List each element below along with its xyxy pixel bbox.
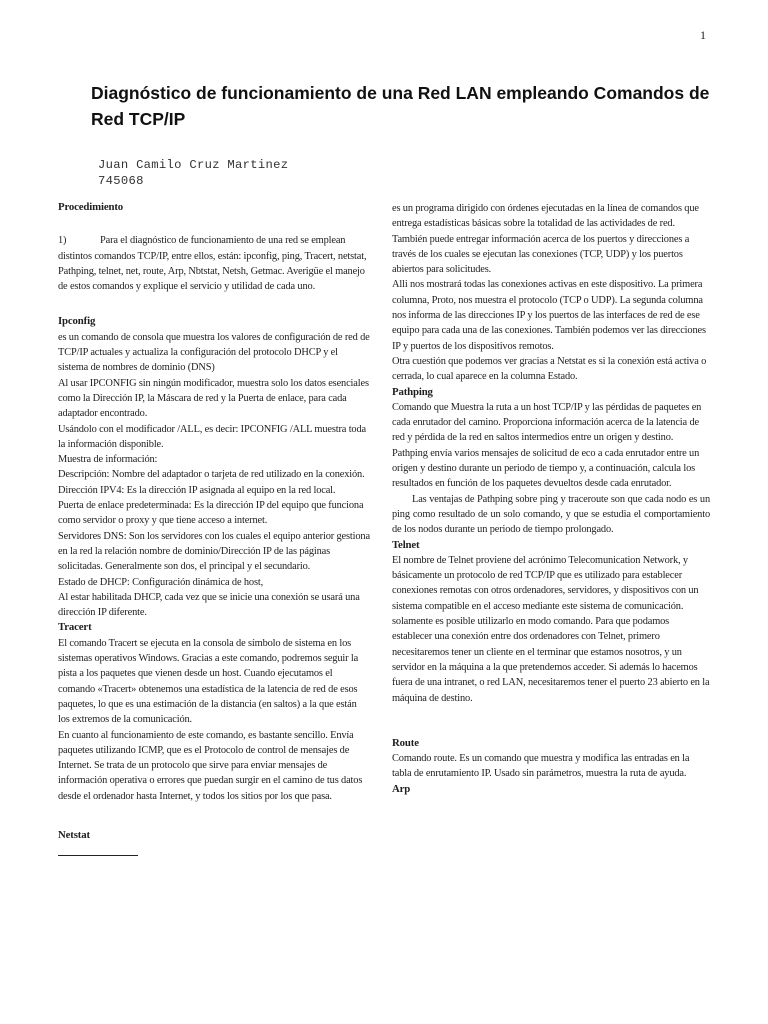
author-block <box>98 157 288 189</box>
pathping-paragraph-2: Las ventajas de Pathping sobre ping y traceroute son que cada nodo es un ping como resultado de un solo comando, y que se estudia el comportamiento de los nodos durante un periodo de tiempo prolongado. <box>392 493 710 536</box>
netstat-paragraph-2: Alli nos mostrará todas las conexiones activas en este dispositivo. La primera columna, Proto, nos muestra el protocolo (TCP o UDP). La segunda columna nos informa de las direcciones IP y los puertos de las interfaces de red de ese equipo para cada una de las conexiones. También podemos ver las direcciones IP y puertos de los dispositivos remotos. <box>392 279 706 352</box>
procedimiento-heading: Procedimiento <box>58 201 124 213</box>
item-1 <box>58 233 370 294</box>
ipconfig-paragraph-10: Al estar habilitada DHCP, cada vez que se inicie una conexión se usará una dirección IP diferente. <box>58 591 360 619</box>
telnet-heading: Telnet <box>392 538 420 551</box>
item-1-number: 1) <box>58 235 67 247</box>
ipconfig-paragraph-6: Dirección IPV4: Es la dirección IP asignada al equipo en la red local. <box>58 484 336 496</box>
netstat-heading: Netstat <box>58 828 90 841</box>
telnet-paragraph-1: El nombre de Telnet proviene del acrónimo Telecomunication Network, y básicamente un protocolo de red TCP/IP que es utilizado para establecer conexiones remotas con otros ordenadores, servidores, y dispositivos con un sistema compatible en el acceso mediante este sistema de comunicación. <box>392 554 699 612</box>
right-column <box>392 201 710 797</box>
tracert-heading: Tracert <box>58 621 92 634</box>
ipconfig-paragraph-9: Estado de DHCP: Configuración dinámica de host, <box>58 576 264 588</box>
route-paragraph-1: Comando route. Es un comando que muestra y modifica las entradas en la tabla de enrutamiento IP. Usado sin parámetros, muestra la ruta de ayuda. <box>392 753 690 780</box>
ipconfig-paragraph-7: Puerta de enlace predeterminada: Es la dirección IP del equipo que funciona como servidor o proxy y que tiene acceso a internet. <box>58 500 364 527</box>
ipconfig-paragraph-2: Al usar IPCONFIG sin ningún modificador, muestra solo los datos esenciales como la Dirección IP, la Máscara de red y la Puerta de enlace, para cada adaptador encontrado. <box>58 377 369 420</box>
author-id: 745068 <box>98 174 144 188</box>
pathping-paragraph-1: Comando que Muestra la ruta a un host TCP/IP y las pérdidas de paquetes en cada enrutador del camino. Proporciona información acerca de la latencia de red y pérdida de la red en saltos intermedios entre un origen y destino. Pathping envía varios mensajes de solicitud de eco a cada enrutador entre un origen y destino durante un periodo de tiempo y, a continuación, calcula los resultados en función de los paquetes devueltos desde cada enrutador. <box>392 401 702 490</box>
ipconfig-paragraph-5: Descripción: Nombre del adaptador o tarjeta de red utilizado en la conexión. <box>58 469 365 481</box>
ipconfig-paragraph-3: Usándolo con el modificador /ALL, es decir: IPCONFIG /ALL muestra toda la información disponible. <box>58 423 366 450</box>
page-number: 1 <box>700 28 706 42</box>
netstat-paragraph-3: Otra cuestión que podemos ver gracias a Netstat es si la conexión está activa o cerrada, lo cual aparece en la columna Estado. <box>392 355 707 383</box>
ipconfig-paragraph-4: Muestra de información: <box>58 454 158 466</box>
route-heading: Route <box>392 736 419 749</box>
tracert-paragraph-2: En cuanto al funcionamiento de este comando, es bastante sencillo. Envía paquetes utilizando ICMP, que es el Protocolo de control de mensajes de Internet. Se trata de un protocolo que sirve para enviar mensajes de información operativa o errores que puedan surgir en el camino de tus datos desde el ordenador hasta Internet, y todos los sitios por los que pasa. <box>58 729 363 802</box>
left-column <box>58 200 370 856</box>
telnet-paragraph-2: solamente es posible utilizarlo en modo comando. Para que podamos establecer una conexión entre dos ordenadores con Telnet, primero necesitaremos tener un cliente en el terminar que estamos nosotros, y un servidor en la máquina a la que pretendemos acceder. Si además lo hacemos fuera de una intranet, o red LAN, necesitaremos tener el puerto 23 abierto en la máquina de destino. <box>392 616 710 704</box>
author-name: Juan Camilo Cruz Martinez <box>98 158 289 172</box>
ipconfig-paragraph-8: Servidores DNS: Son los servidores con los cuales el equipo anterior gestiona en la red la relación nombre de dominio/Dirección IP de las páginas solicitadas. Generalmente son dos, el principal y el secundario. <box>58 530 370 573</box>
netstat-paragraph-1: es un programa dirigido con órdenes ejecutadas en la línea de comandos que entrega estadísticas básicas sobre la totalidad de las actividades de red. También puede entregar información acerca de los puertos y direcciones a través de los cuales se ejecutan las conexiones (TCP, UDP) y los puertos abiertos para solicitudes. <box>392 203 699 276</box>
pathping-heading: Pathping <box>392 385 433 398</box>
tracert-paragraph-1: El comando Tracert se ejecuta en la consola de símbolo de sistema en los sistemas operativos Windows. Gracias a este comando, podremos seguir la pista a los paquetes que vienen desde un host. Cuando ejecutamos el comando «Tracert» obtenemos una estadística de la latencia de red de esos paquetes, lo que es una estimación de la distancia (en saltos) a la que están los extremos de la comunicación. <box>58 637 359 726</box>
document-title: Diagnóstico de funcionamiento de una Red LAN empleando Comandos de Red TCP/IP <box>91 83 710 129</box>
ipconfig-heading: Ipconfig <box>58 315 96 328</box>
arp-heading: Arp <box>392 782 411 795</box>
footnote-rule <box>58 855 138 856</box>
item-1-text: Para el diagnóstico de funcionamiento de una red se emplean distintos comandos TCP/IP, entre ellos, están: ipconfig, ping, Tracert, netstat, Pathping, telnet, net, route, Arp, Nbtstat, Netsh, Getmac. Averigüe el manejo de estos comandos y explique el servicio y utilidad de cada uno. <box>58 235 367 293</box>
ipconfig-paragraph-1: es un comando de consola que muestra los valores de configuración de red de TCP/IP actuales y actualiza la configuración del protocolo DHCP y el sistema de nombres de dominio (DNS) <box>58 331 370 374</box>
